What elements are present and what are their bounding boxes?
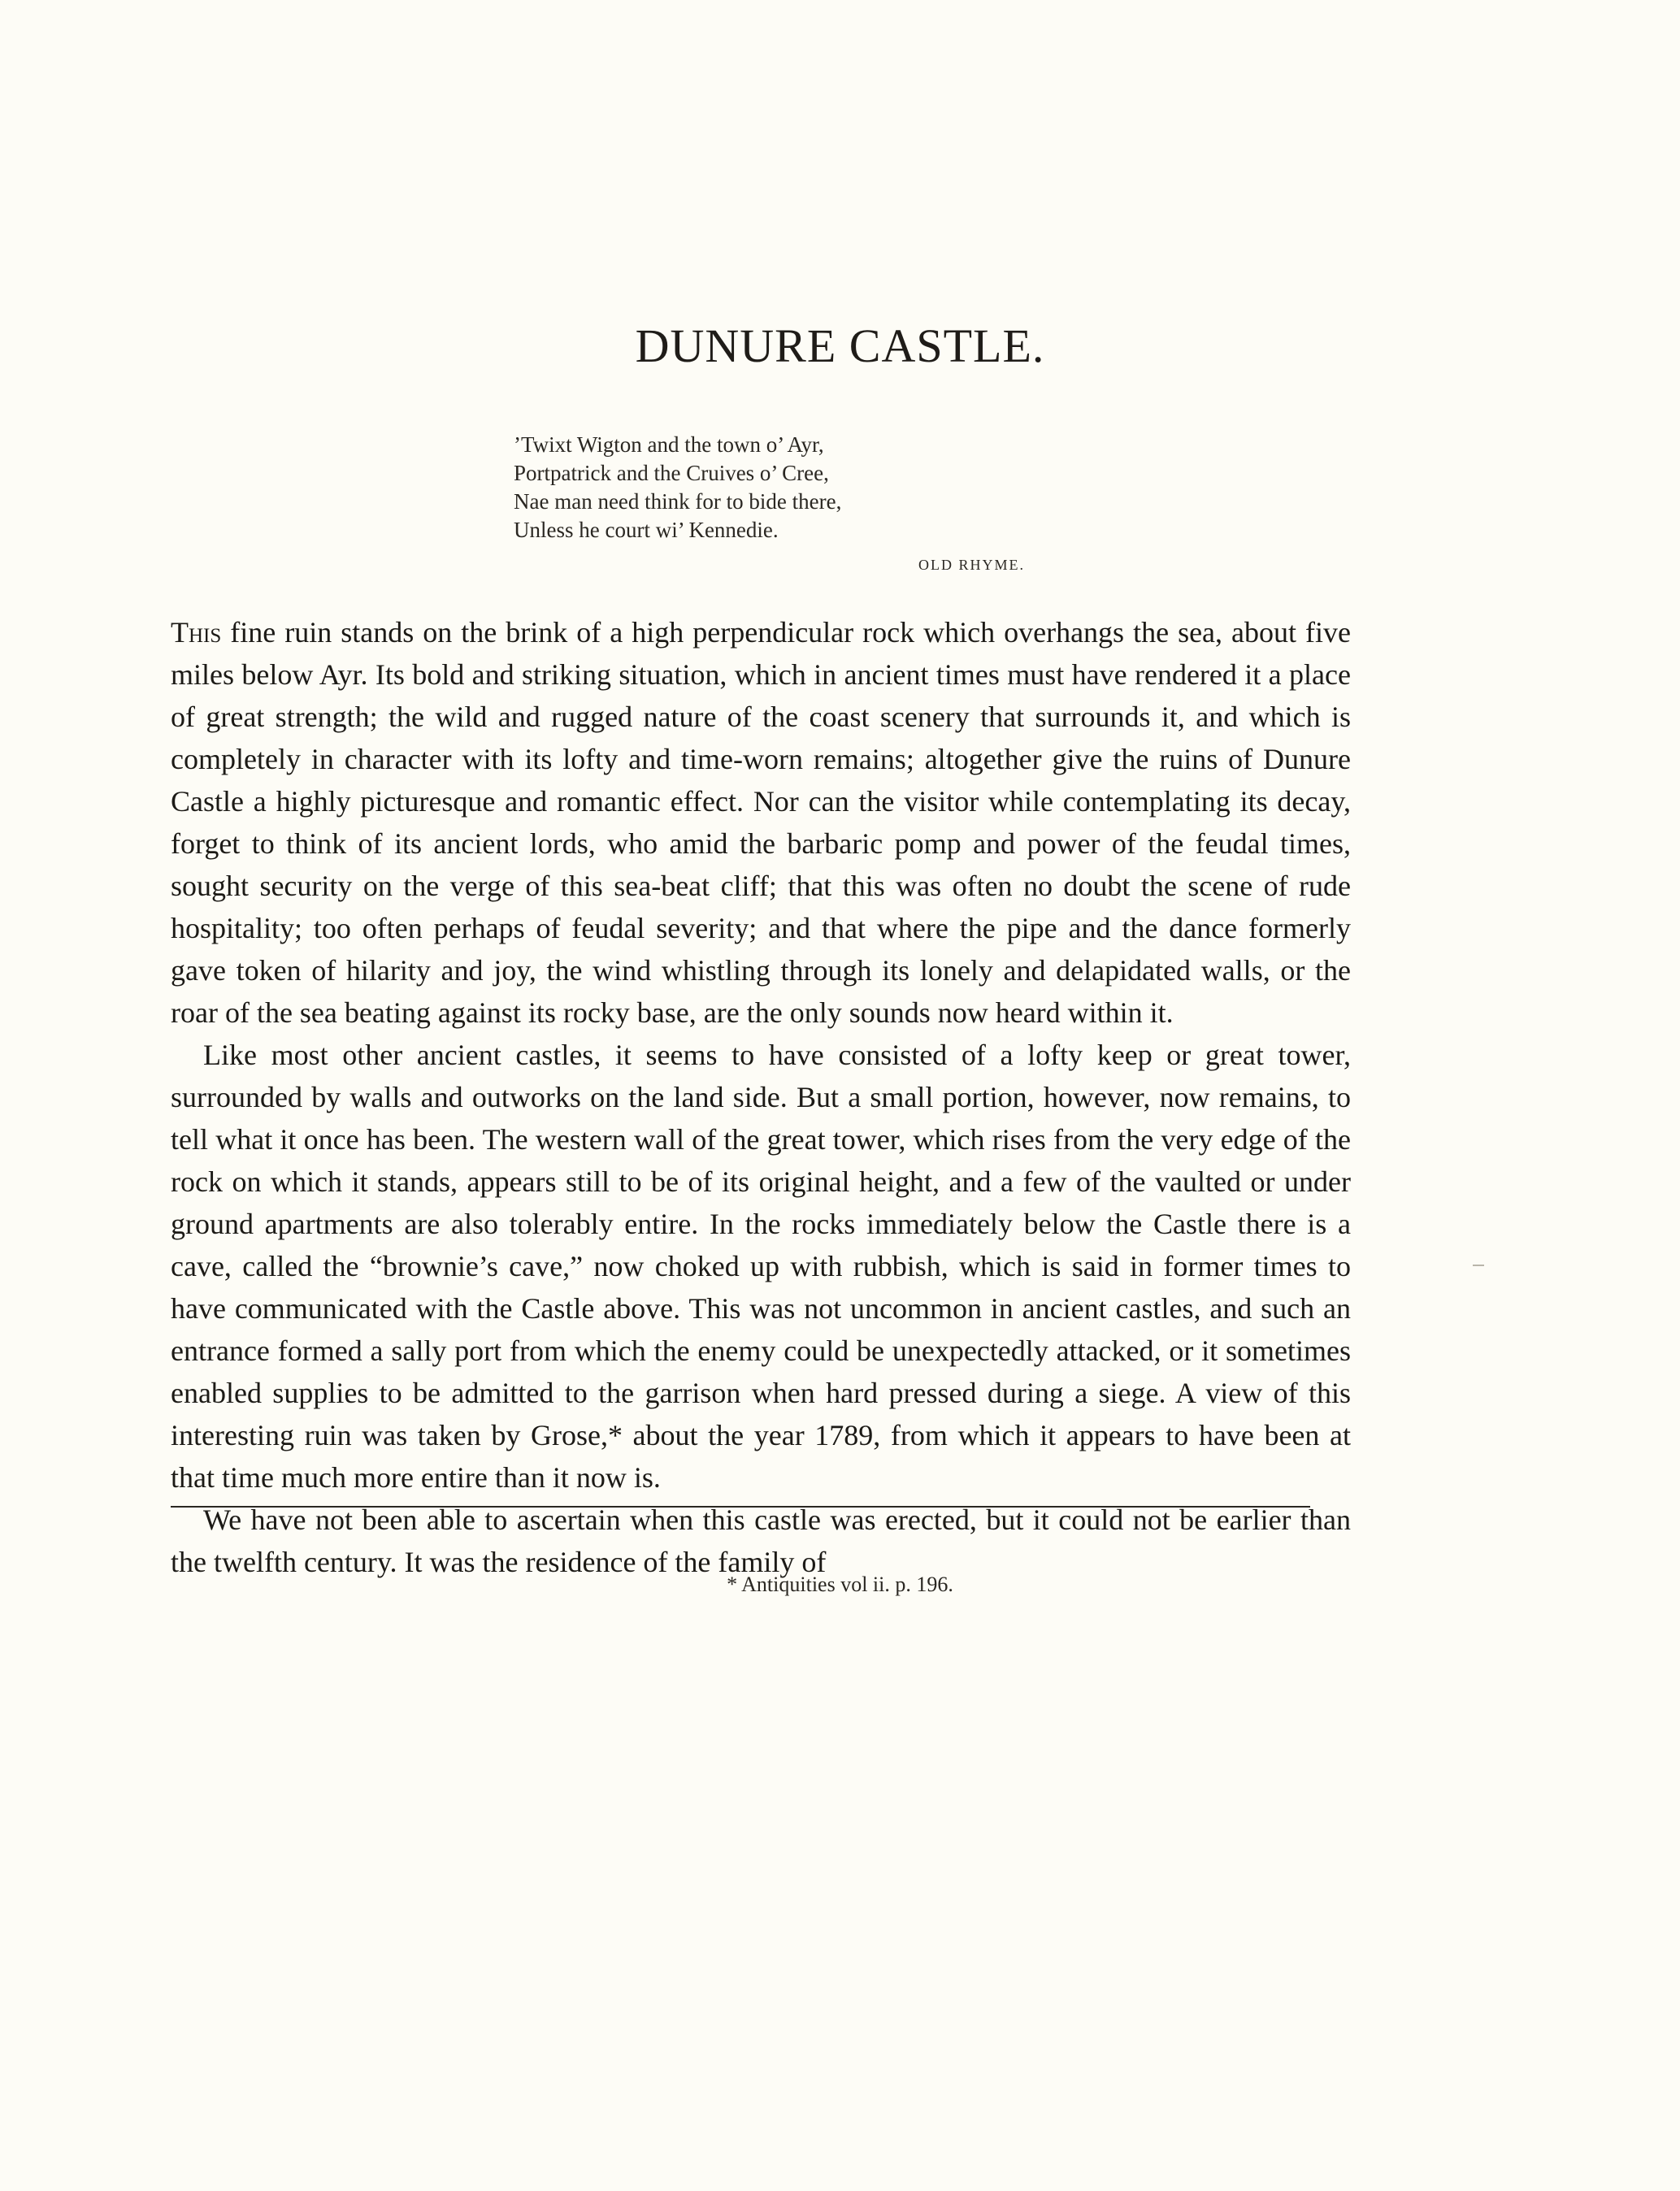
paragraph-text: fine ruin stands on the brink of a high perpendicular rock which overhangs the sea, about five miles below Ayr. Its bold and striking situation, which in ancient times must have rendered it a place of great strength; the wild and rugged nature of the coast scenery that surrounds it, and which is completely in character with its lofty and time-worn remains; altogether give the ruins of Dunure Castle a highly picturesque and romantic effect. Nor can the visitor while contemplating its decay, forget to think of its ancient lords, who amid the barbaric pomp and power of the feudal times, sought security on the verge of this sea-beat cliff; that this was often no doubt the scene of rude hospitality; too often perhaps of feudal severity; and that where the pipe and the dance formerly gave token of hilarity and joy, the wind whistling through its lonely and delapidated walls, or the roar of the sea beating against its rocky base, are the only sounds now heard within it.: [171, 616, 1351, 1029]
epigraph-line: Portpatrick and the Cruives o’ Cree,: [514, 461, 829, 485]
footnote-rule: [171, 1506, 1310, 1508]
body-text: [171, 611, 1351, 1583]
footnote: * Antiquities vol ii. p. 196.: [727, 1573, 953, 1596]
epigraph-attribution: OLD RHYME.: [918, 557, 1025, 573]
paragraph: Like most other ancient castles, it seems to have consisted of a lofty keep or great tower, surrounded by walls and outworks on the land side. But a small portion, however, now remains, to tell what it once has been. The western wall of the great tower, which rises from the very edge of the rock on which it stands, appears still to be of its original height, and a few of the vaulted or under ground apartments are also tolerably entire. In the rocks immediately below the Castle there is a cave, called the “brownie’s cave,” now choked up with rubbish, which is said in former times to have communicated with the Castle above. This was not uncommon in ancient castles, and such an entrance formed a sally port from which the enemy could be unexpectedly attacked, or it sometimes enabled supplies to be admitted to the garrison when hard pressed during a siege. A view of this interesting ruin was taken by Grose,* about the year 1789, from which it appears to have been at that time much more entire than it now is.: [171, 1039, 1351, 1494]
paragraph: We have not been able to ascertain when this castle was erected, but it could not be earlier than the twelfth century. It was the residence of the family of: [171, 1503, 1351, 1578]
paragraph-lead-word: This: [171, 616, 222, 649]
epigraph-line: Unless he court wi’ Kennedie.: [514, 518, 779, 542]
stray-mark: [1473, 1265, 1484, 1266]
epigraph-line: ’Twixt Wigton and the town o’ Ayr,: [514, 432, 824, 457]
page-title: DUNURE CASTLE.: [635, 319, 1045, 372]
epigraph: [514, 431, 1164, 573]
paragraph: [171, 611, 1351, 1034]
epigraph-line: Nae man need think for to bide there,: [514, 489, 842, 514]
